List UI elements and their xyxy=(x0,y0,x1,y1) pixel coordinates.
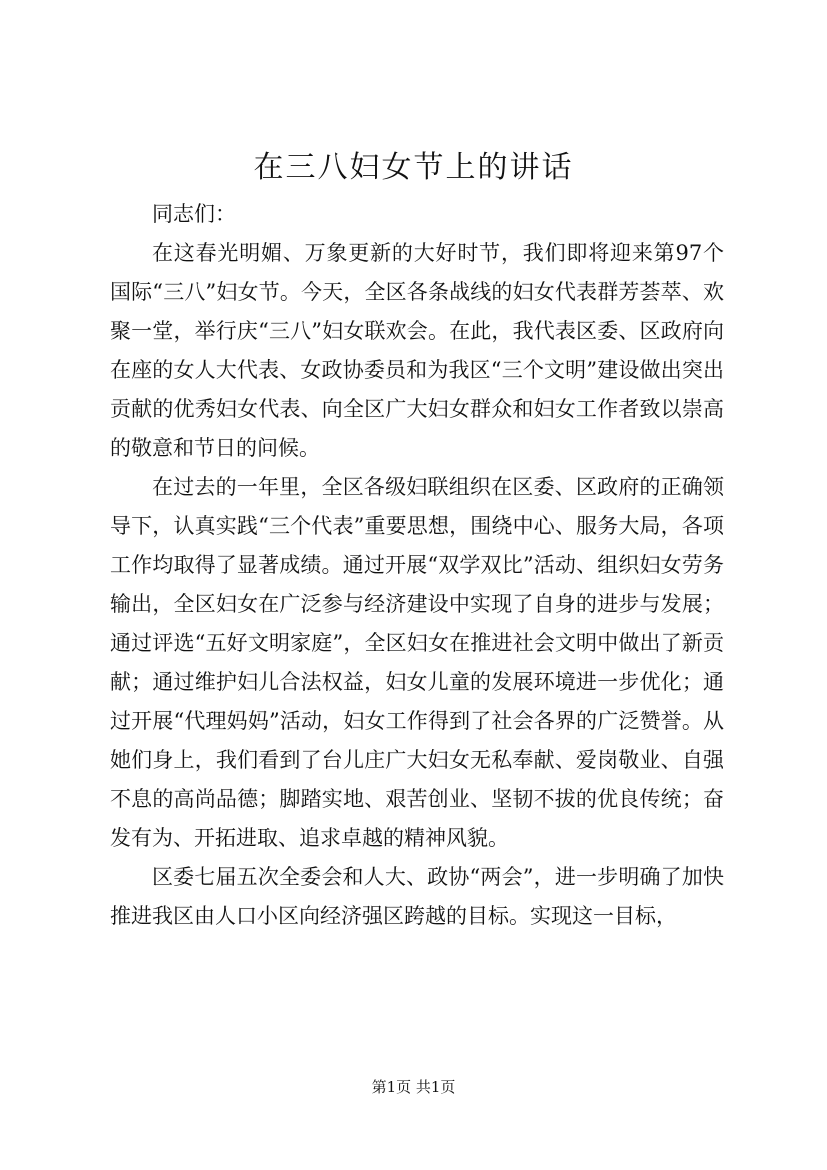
page-title: 在三八妇女节上的讲话 xyxy=(253,150,574,185)
paragraph-2: 在过去的一年里，全区各级妇联组织在区委、区政府的正确领导下，认真实践“三个代表”重要思想，围绕中心、服务大局，各项工作均取得了显著成绩。通过开展“双学双比”活动、组织妇女劳务输出，全区妇女在广泛参与经济建设中实现了自身的进步与发展；通过评选“五好文明家庭”，全区妇女在推进社会文明中做出了新贡献；通过维护妇儿合法权益，妇女儿童的发展环境进一步优化；通过开展“代理妈妈”活动，妇女工作得到了社会各界的广泛赞誉。从她们身上，我们看到了台儿庄广大妇女无私奉献、爱岗敬业、自强不息的高尚品德；脚踏实地、艰苦创业、坚韧不拔的优良传统；奋发有为、开拓进取、追求卓越的精神风貌。 xyxy=(110,475,724,850)
paragraph-3: 区委七届五次全委会和人大、政协“两会”，进一步明确了加快推进我区由人口小区向经济强区跨越的目标。实现这一目标， xyxy=(110,865,724,928)
greeting-line: 同志们： xyxy=(152,202,236,226)
page-number-footer: 第1页 共1页 xyxy=(371,1078,456,1096)
speech-body xyxy=(110,195,724,936)
paragraph-1: 在这春光明媚、万象更新的大好时节，我们即将迎来第97个国际“三八”妇女节。今天，全区各条战线的妇女代表群芳荟萃、欢聚一堂，举行庆“三八”妇女联欢会。在此，我代表区委、区政府向在座的女人大代表、女政协委员和为我区“三个文明”建设做出突出贡献的优秀妇女代表、向全区广大妇女群众和妇女工作者致以崇高的敬意和节日的问候。 xyxy=(110,241,724,460)
